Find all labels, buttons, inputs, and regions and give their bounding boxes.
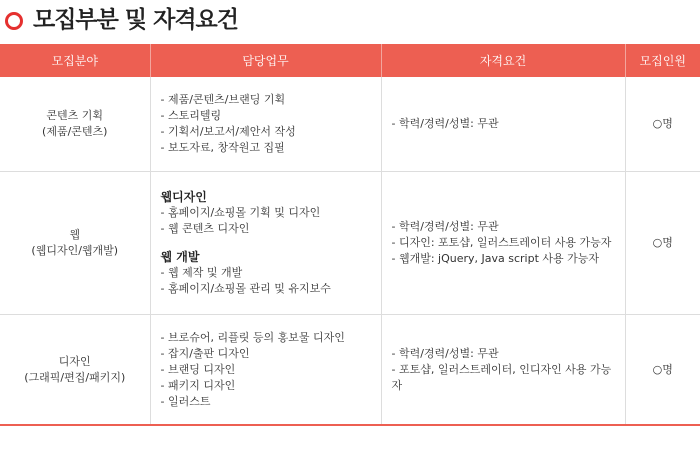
- qualification-item: - 학력/경력/성별: 무관: [391, 220, 499, 233]
- duty-item: - 웹 제작 및 개발: [160, 266, 243, 279]
- duties-cell: [150, 315, 381, 426]
- field-name: 콘텐츠 기획: [46, 109, 104, 122]
- headcount-cell: ○명: [625, 315, 700, 426]
- page-title: 모집부분 및 자격요건: [33, 7, 238, 33]
- qualification-item: - 학력/경력/성별: 무관: [391, 346, 499, 360]
- duty-item: - 보도자료, 창작원고 집필: [160, 141, 285, 154]
- table-row: [0, 172, 700, 315]
- field-name: 웹: [69, 228, 81, 241]
- field-sub: (그래픽/편집/패키지): [24, 370, 126, 384]
- qualification-item: - 포토샵, 일러스트레이터, 인디자인 사용 가능자: [391, 362, 612, 392]
- qualification-item: - 디자인: 포토샵, 일러스트레이터 사용 가능자: [391, 236, 612, 249]
- duty-item: - 홈페이지/쇼핑몰 기획 및 디자인: [160, 206, 321, 219]
- section-header: [0, 0, 700, 44]
- header-field: 모집분야: [0, 44, 150, 77]
- duties-cell: [150, 77, 381, 172]
- field-cell: [0, 315, 150, 426]
- field-sub: (웹디자인/웹개발): [31, 244, 119, 257]
- headcount-cell: ○명: [625, 77, 700, 172]
- duties-cell: [150, 172, 381, 315]
- headcount-cell: ○명: [625, 172, 700, 315]
- duty-item: - 브랜딩 디자인: [160, 362, 236, 376]
- duty-group-heading: 웹 개발: [160, 250, 200, 264]
- duty-item: - 스토리텔링: [160, 109, 222, 122]
- duty-group-heading: 웹디자인: [160, 190, 207, 204]
- header-duties: 담당업무: [150, 44, 381, 77]
- table-row: [0, 77, 700, 172]
- duty-item: - 패키지 디자인: [160, 378, 236, 392]
- recruitment-table: [0, 44, 700, 426]
- field-cell: [0, 77, 150, 172]
- duty-item: - 잡지/출판 디자인: [160, 346, 250, 360]
- field-sub: (제품/콘텐츠): [42, 125, 108, 138]
- table-row: [0, 315, 700, 426]
- field-name: 디자인: [58, 354, 91, 368]
- header-headcount: 모집인원: [625, 44, 700, 77]
- duty-item: - 홈페이지/쇼핑몰 관리 및 유지보수: [160, 282, 331, 295]
- duty-item: - 일러스트: [160, 394, 211, 408]
- table-header-row: [0, 44, 700, 77]
- duty-item: - 기획서/보고서/제안서 작성: [160, 125, 296, 138]
- field-cell: [0, 172, 150, 315]
- duty-item: - 브로슈어, 리플릿 등의 홍보물 디자인: [160, 330, 345, 344]
- qualification-item: - 웹개발: jQuery, Java script 사용 가능자: [391, 252, 600, 265]
- qualifications-cell: [381, 172, 625, 315]
- qualifications-cell: [381, 77, 625, 172]
- header-qualifications: 자격요건: [381, 44, 625, 77]
- duty-item: - 웹 콘텐츠 디자인: [160, 222, 250, 235]
- spacer: [161, 237, 381, 249]
- circle-bullet-icon: [5, 12, 23, 30]
- duty-item: - 제품/콘텐츠/브랜딩 기획: [160, 93, 286, 106]
- qualification-item: - 학력/경력/성별: 무관: [391, 117, 499, 130]
- qualifications-cell: [381, 315, 625, 426]
